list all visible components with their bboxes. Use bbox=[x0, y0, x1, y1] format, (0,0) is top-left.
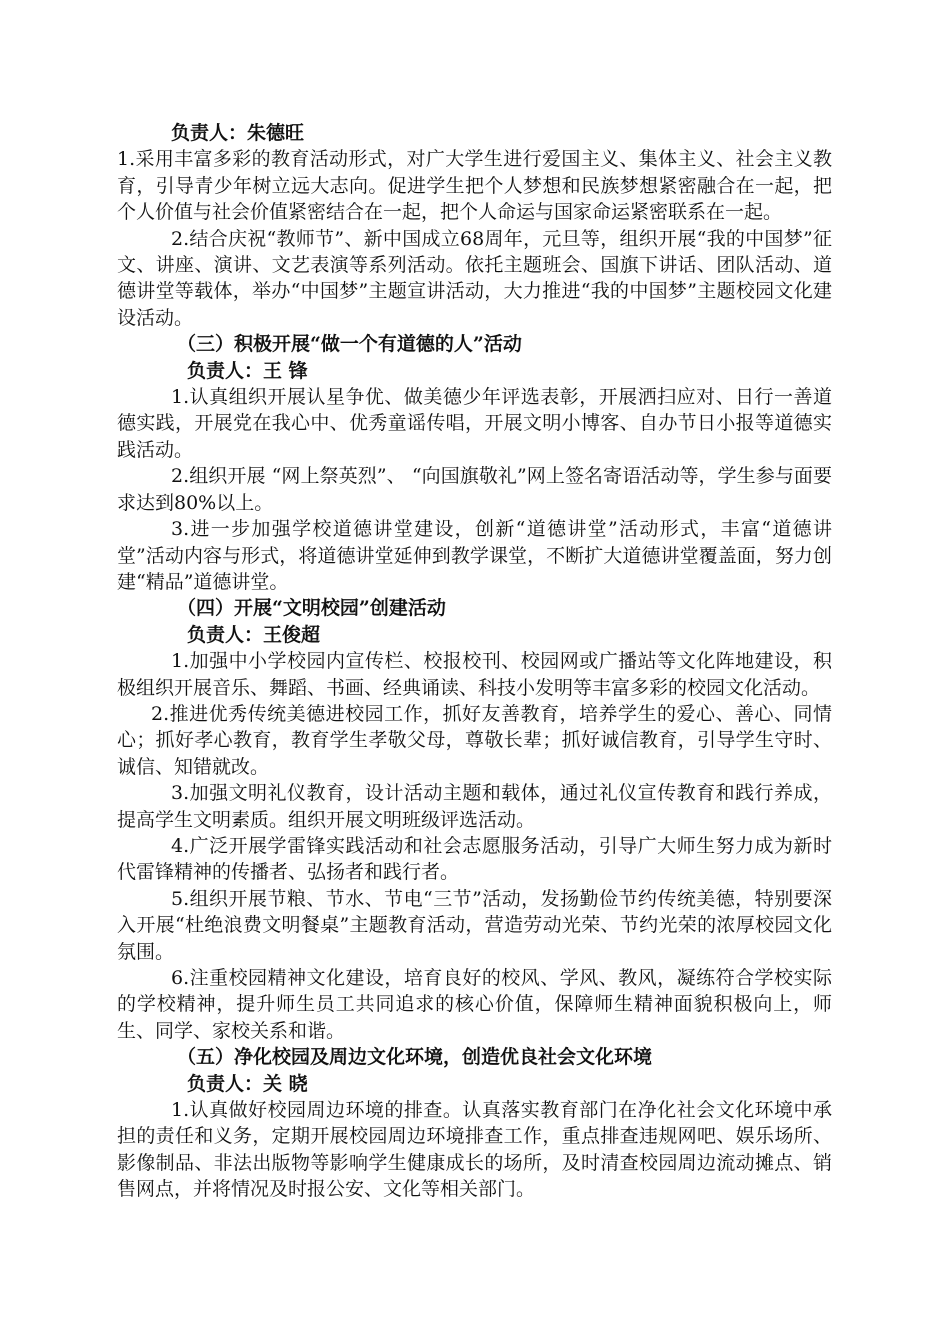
paragraph: 1.采用丰富多彩的教育活动形式，对广大学生进行爱国主义、集体主义、社会主义教育，引导青少年树立远大志向。促进学生把个人梦想和民族梦想紧密融合在一起，把个人价值与社会价值紧密结合在一起，把个人命运与国家命运紧密联系在一起。 bbox=[117, 148, 832, 224]
document-page bbox=[117, 120, 832, 1203]
section-heading-5: （五）净化校园及周边文化环境，创造优良社会文化环境 bbox=[177, 1046, 653, 1069]
paragraph: 6.注重校园精神文化建设，培育良好的校风、学风、教风，凝练符合学校实际的学校精神，提升师生员工共同追求的核心价值，保障师生精神面貌积极向上，师生、同学、家校关系和谐。 bbox=[117, 967, 832, 1042]
paragraph: 2.组织开展 “网上祭英烈”、 “向国旗敬礼”网上签名寄语活动等，学生参与面要求达到80%以上。 bbox=[117, 465, 832, 514]
paragraph: 1.认真组织开展认星争优、做美德少年评选表彰，开展洒扫应对、日行一善道德实践，开展党在我心中、优秀童谣传唱，开展文明小博客、自办节日小报等道德实践活动。 bbox=[117, 386, 832, 461]
paragraph: 3.加强文明礼仪教育，设计活动主题和载体，通过礼仪宣传教育和践行养成，提高学生文明素质。组织开展文明班级评选活动。 bbox=[117, 782, 832, 831]
section-heading-4: （四）开展“文明校园”创建活动 bbox=[177, 597, 446, 620]
responsible-person-heading: 负责人：王 锋 bbox=[187, 359, 308, 382]
section-heading-3: （三）积极开展“做一个有道德的人”活动 bbox=[177, 333, 522, 356]
paragraph: 1.加强中小学校园内宣传栏、校报校刊、校园网或广播站等文化阵地建设，积极组织开展音乐、舞蹈、书画、经典诵读、科技小发明等丰富多彩的校园文化活动。 bbox=[117, 650, 832, 699]
responsible-person-heading: 负责人：关 晓 bbox=[187, 1072, 308, 1095]
responsible-person-heading: 负责人：朱德旺 bbox=[171, 122, 305, 144]
paragraph: 3.进一步加强学校道德讲堂建设，创新“道德讲堂”活动形式，丰富“道德讲堂”活动内容与形式，将道德讲堂延伸到教学课堂，不断扩大道德讲堂覆盖面，努力创建“精品”道德讲堂。 bbox=[117, 518, 832, 593]
paragraph: 2.推进优秀传统美德进校园工作，抓好友善教育，培养学生的爱心、善心、同情心；抓好孝心教育，教育学生孝敬父母，尊敬长辈；抓好诚信教育，引导学生守时、诚信、知错就改。 bbox=[117, 702, 832, 778]
responsible-person-heading: 负责人：王俊超 bbox=[187, 623, 321, 646]
paragraph: 2.结合庆祝“教师节”、新中国成立68周年，元旦等，组织开展“我的中国梦”征文、讲座、演讲、文艺表演等系列活动。依托主题班会、国旗下讲话、团队活动、道德讲堂等载体，举办“中国梦”主题宣讲活动，大力推进“我的中国梦”主题校园文化建设活动。 bbox=[117, 227, 832, 329]
paragraph: 4.广泛开展学雷锋实践活动和社会志愿服务活动，引导广大师生努力成为新时代雷锋精神的传播者、弘扬者和践行者。 bbox=[117, 834, 832, 884]
paragraph: 1.认真做好校园周边环境的排查。认真落实教育部门在净化社会文化环境中承担的责任和义务，定期开展校园周边环境排查工作，重点排查违规网吧、娱乐场所、影像制品、非法出版物等影响学生健康成长的场所，及时清查校园周边流动摊点、销售网点，并将情况及时报公安、文化等相关部门。 bbox=[117, 1099, 832, 1201]
paragraph: 5.组织开展节粮、节水、节电“三节”活动，发扬勤俭节约传统美德，特别要深入开展“杜绝浪费文明餐桌”主题教育活动，营造劳动光荣、节约光荣的浓厚校园文化氛围。 bbox=[117, 887, 832, 963]
